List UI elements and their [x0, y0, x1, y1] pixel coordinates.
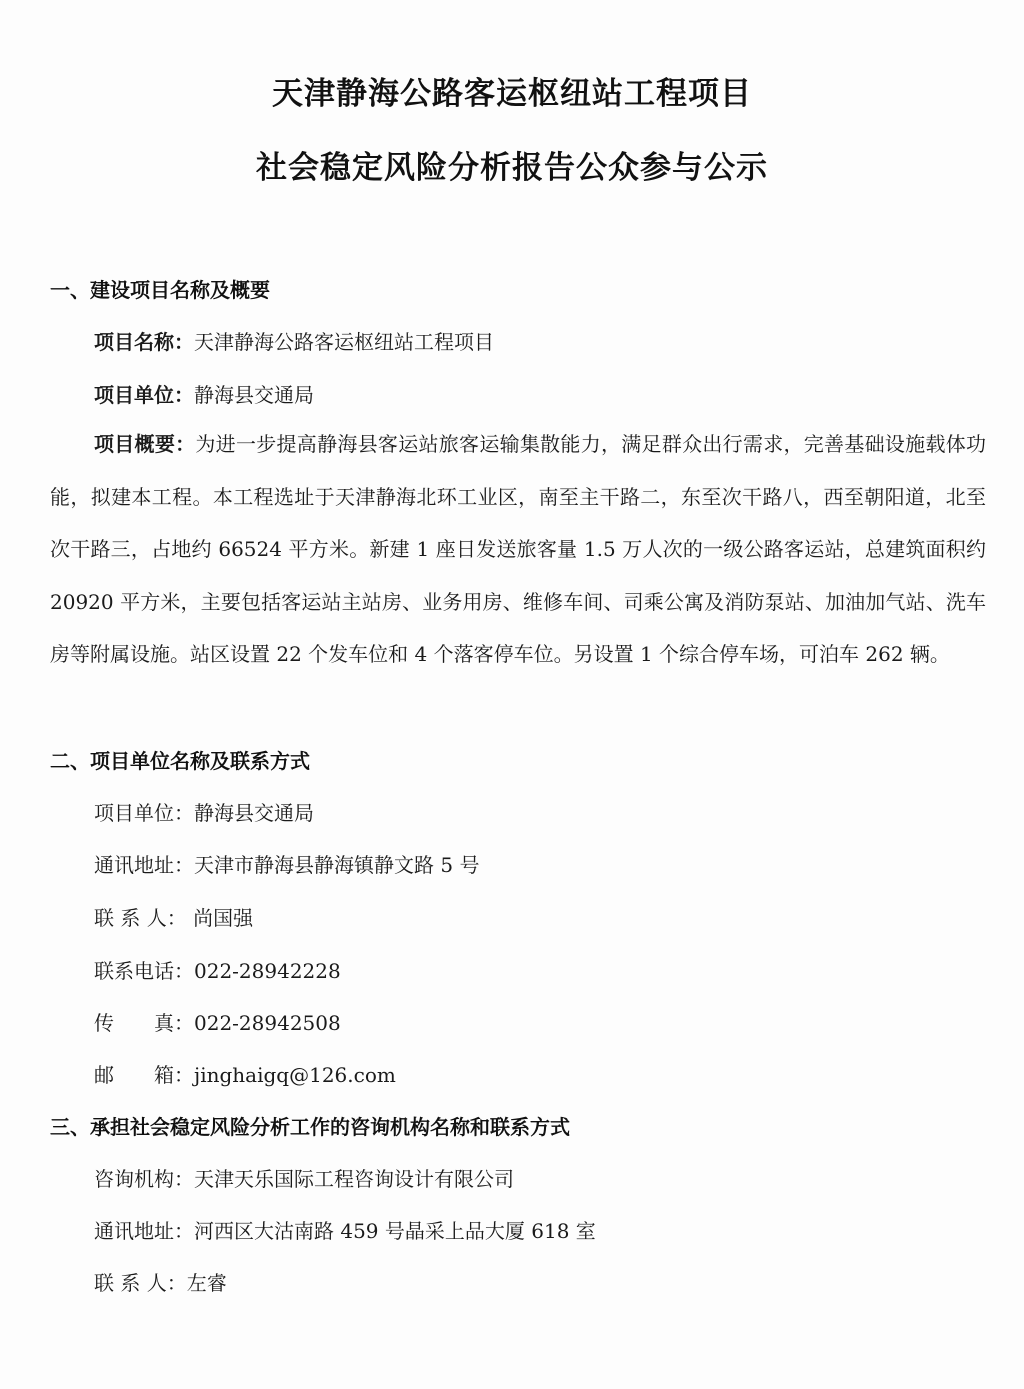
consultant-address-line [94, 1215, 596, 1244]
project-unit-line [94, 379, 314, 408]
project-overview-label: 项目概要： [94, 432, 196, 456]
section-3-heading: 三、承担社会稳定风险分析工作的咨询机构名称和联系方式 [50, 1115, 570, 1139]
project-name-label: 项目名称： [94, 330, 194, 354]
consultant-org-line [94, 1163, 514, 1192]
project-unit-label: 项目单位： [94, 383, 194, 407]
contact-person-label: 联 系 人： [94, 906, 187, 930]
consultant-address-label: 通讯地址： [94, 1219, 194, 1243]
contact-fax-line [94, 1007, 341, 1036]
document-title-line-1: 天津静海公路客运枢纽站工程项目 [272, 76, 752, 112]
section-1-heading: 一、建设项目名称及概要 [50, 278, 270, 302]
contact-address-line [94, 849, 479, 878]
contact-address-value: 天津市静海县静海镇静文路 5 号 [194, 853, 480, 877]
contact-fax-label: 传 真： [94, 1011, 194, 1035]
consultant-org-label: 咨询机构： [94, 1167, 194, 1191]
consultant-contact-label: 联 系 人： [94, 1271, 187, 1295]
contact-email-line [94, 1059, 396, 1088]
consultant-contact-line [94, 1267, 227, 1296]
project-overview-paragraph [50, 418, 986, 681]
contact-phone-line [94, 955, 341, 984]
contact-email-value: jinghaigq@126.com [194, 1063, 396, 1087]
consultant-address-value: 河西区大沽南路 459 号晶采上品大厦 618 室 [194, 1219, 596, 1243]
document-title-line-2: 社会稳定风险分析报告公众参与公示 [256, 150, 768, 186]
project-overview-text: 为进一步提高静海县客运站旅客运输集散能力，满足群众出行需求，完善基础设施载体功能，拟建本工程。本工程选址于天津静海北环工业区，南至主干路二，东至次干路八，西至朝阳道，北至次干路三，占地约 66524 平方米。新建 1 座日发送旅客量 1.5 万人次的一级公路客运站，总建筑面积约 20920 平方米，主要包括客运站主站房、业务用房、维修车间、司乘公寓及消防泵站、加油加气站、洗车房等附属设施。站区设置 22 个发车位和 4 个落客停车位。另设置 1 个综合停车场，可泊车 262 辆。 [50, 432, 987, 666]
contact-unit-line [94, 797, 314, 826]
section-2-heading: 二、项目单位名称及联系方式 [50, 749, 310, 773]
contact-email-label: 邮 箱： [94, 1063, 194, 1087]
consultant-contact-value: 左睿 [186, 1271, 227, 1295]
contact-person-value: 尚国强 [186, 906, 254, 930]
contact-address-label: 通讯地址： [94, 853, 194, 877]
project-unit-value: 静海县交通局 [194, 383, 314, 407]
contact-person-line [94, 902, 253, 931]
contact-phone-label: 联系电话： [94, 959, 194, 983]
project-name-line [94, 326, 494, 355]
contact-fax-value: 022-28942508 [194, 1011, 341, 1035]
contact-phone-value: 022-28942228 [194, 959, 341, 983]
contact-unit-label: 项目单位： [94, 801, 194, 825]
contact-unit-value: 静海县交通局 [194, 801, 314, 825]
consultant-org-value: 天津天乐国际工程咨询设计有限公司 [194, 1167, 514, 1191]
project-name-value: 天津静海公路客运枢纽站工程项目 [194, 330, 494, 354]
